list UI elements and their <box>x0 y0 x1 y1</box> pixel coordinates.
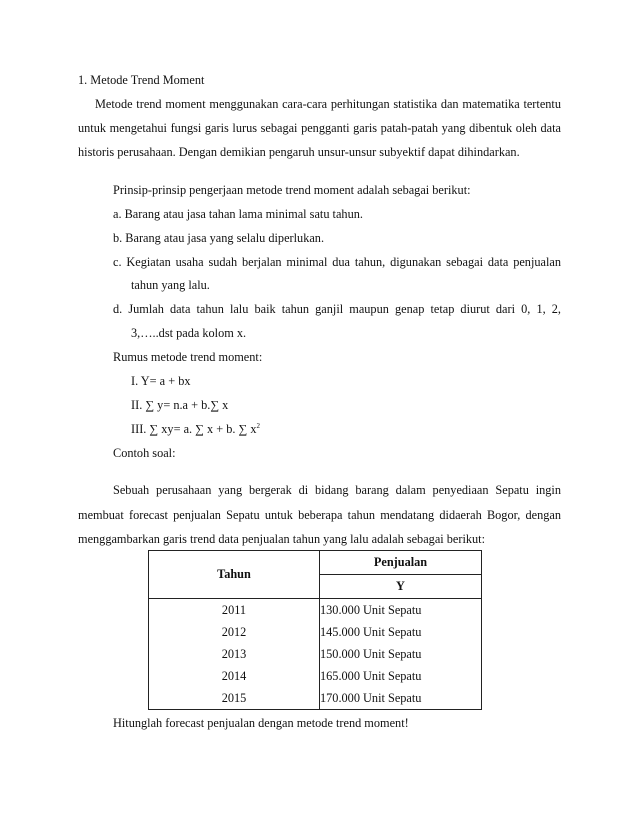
table-row-year: 2011 <box>221 603 247 617</box>
principle-d-line-2: 3,…..dst pada kolom x. <box>131 326 247 340</box>
formula-3 <box>131 422 260 437</box>
formula-3-exponent: 2 <box>256 422 261 430</box>
formula-3-text: III. ∑ xy= a. ∑ x + b. ∑ x <box>131 422 257 436</box>
year-column <box>149 599 320 710</box>
sales-table <box>148 550 482 710</box>
problem-line-2: membuat forecast penjualan Sepatu untuk beberapa tahun mendatang didaerah Bogor, dengan <box>78 508 561 522</box>
table-row-sales: 130.000 Unit Sepatu <box>320 603 422 617</box>
table-row-sales: 145.000 Unit Sepatu <box>320 625 422 639</box>
table-row-year: 2014 <box>221 669 247 683</box>
question: Hitunglah forecast penjualan dengan metode trend moment! <box>113 716 409 730</box>
intro-line-2: untuk mengetahui fungsi garis lurus sebagai pengganti garis patah-patah yang dibentuk oleh data <box>78 121 561 135</box>
principle-c-line-1: c. Kegiatan usaha sudah berjalan minimal dua tahun, digunakan sebagai data penjualan <box>113 255 561 269</box>
problem-line-1: Sebuah perusahaan yang bergerak di bidang barang dalam penyediaan Sepatu ingin <box>113 483 561 497</box>
formula-2: II. ∑ y= n.a + b.∑ x <box>131 398 229 412</box>
header-tahun: Tahun <box>149 551 320 599</box>
principle-d-line-1: d. Jumlah data tahun lalu baik tahun ganjil maupun genap tetap diurut dari 0, 1, 2, <box>113 302 561 316</box>
table-row-year: 2012 <box>221 625 247 639</box>
table-row-sales: 170.000 Unit Sepatu <box>320 691 422 705</box>
intro-line-1: Metode trend moment menggunakan cara-cara perhitungan statistika dan matematika tertentu <box>95 97 561 111</box>
table-row-sales: 150.000 Unit Sepatu <box>320 647 422 661</box>
table-row-sales: 165.000 Unit Sepatu <box>320 669 422 683</box>
principle-a: a. Barang atau jasa tahan lama minimal satu tahun. <box>113 207 363 221</box>
table-row-year: 2015 <box>221 691 247 705</box>
section-heading: 1. Metode Trend Moment <box>78 73 205 87</box>
principles-intro: Prinsip-prinsip pengerjaan metode trend moment adalah sebagai berikut: <box>113 183 471 197</box>
principle-b: b. Barang atau jasa yang selalu diperlukan. <box>113 231 325 245</box>
sales-column <box>320 599 482 710</box>
formula-1: I. Y= a + bx <box>131 374 191 388</box>
problem-line-3: menggambarkan garis trend data penjualan tahun yang lalu adalah sebagai berikut: <box>78 532 486 546</box>
intro-line-3: historis perusahaan. Dengan demikian pengaruh unsur-unsur subyektif dapat dihindarkan. <box>78 145 520 159</box>
principle-c-line-2: tahun yang lalu. <box>131 278 210 292</box>
header-penjualan: Penjualan <box>320 551 482 575</box>
table-row-year: 2013 <box>221 647 247 661</box>
header-y: Y <box>320 575 482 599</box>
example-label: Contoh soal: <box>113 446 176 460</box>
formula-intro: Rumus metode trend moment: <box>113 350 263 364</box>
